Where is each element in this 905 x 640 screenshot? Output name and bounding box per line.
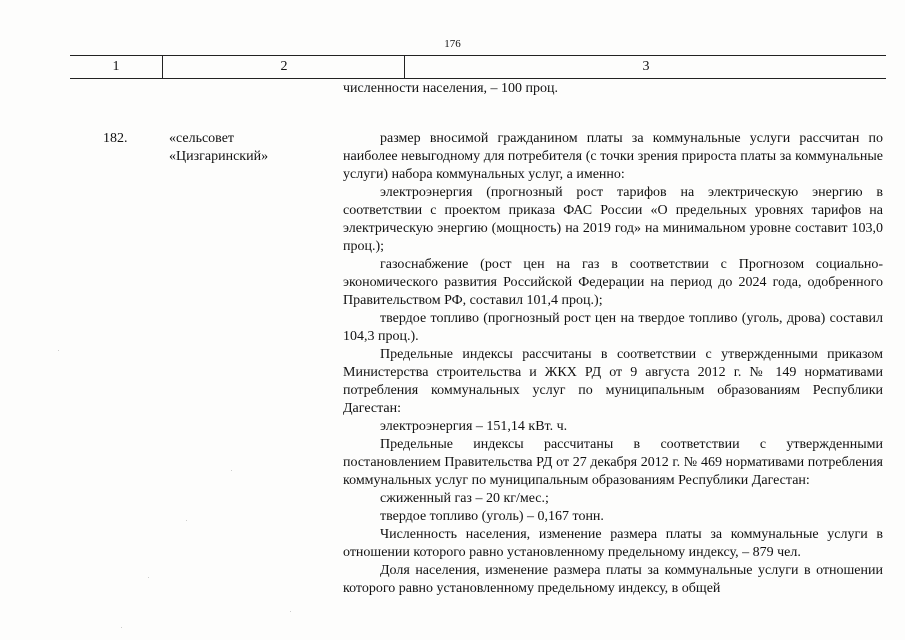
paragraph: твердое топливо (уголь) – 0,167 тонн. [380, 509, 604, 524]
page-number: 176 [444, 38, 461, 50]
continuation-text: численности населения, – 100 проц. [343, 81, 559, 96]
scan-speck [121, 627, 122, 628]
scan-speck [231, 470, 232, 471]
municipality-name-line-1: «сельсовет [169, 131, 235, 146]
paragraph: Доля населения, изменение размера платы за коммунальные услуги в отношении которого равно установленному предельному индексу, в общей [343, 563, 883, 596]
scan-speck [148, 577, 149, 578]
scan-speck [290, 611, 291, 612]
column-header-row [70, 55, 886, 79]
municipality-name-line-2: «Цизгаринский» [169, 149, 269, 164]
paragraph: размер вносимой гражданином платы за коммунальные услуги рассчитан по наиболее невыгодному для потребителя (с точки зрения прироста платы за коммунальные услуги) набора коммунальных услуг, а именно: [343, 131, 883, 182]
column-header-1: 1 [112, 59, 120, 74]
paragraph: электроэнергия (прогнозный рост тарифов на электрическую энергию в соответствии с проектом приказа ФАС России «О предельных уровнях тарифов на электрическую энергию (мощность) на 2019 год» на минимальном уровне составит 103,0 проц.); [343, 185, 883, 254]
scan-speck [186, 520, 187, 521]
row-content [343, 130, 883, 598]
paragraph: сжиженный газ – 20 кг/мес.; [380, 491, 549, 506]
column-header-3: 3 [404, 56, 887, 78]
paragraph: твердое топливо (прогнозный рост цен на твердое топливо (уголь, дрова) составил 104,3 проц.). [343, 311, 883, 344]
paragraph: газоснабжение (рост цен на газ в соответствии с Прогнозом социально-экономического развития Российской Федерации на период до 2024 года, одобренного Правительством РФ, составил 101,4 проц.); [343, 257, 883, 308]
paragraph: Предельные индексы рассчитаны в соответствии с утвержденными приказом Министерства строительства и ЖКХ РД от 9 августа 2012 г. № 149 нормативами потребления коммунальных услуг по муниципальным образованиям Республики Дагестан: [343, 347, 883, 416]
column-header-2: 2 [162, 56, 405, 78]
paragraph: Предельные индексы рассчитаны в соответствии с утвержденными постановлением Правительства РД от 27 декабря 2012 г. № 469 нормативами потребления коммунальных услуг по муниципальным образованиям Республики Дагестан: [343, 437, 883, 488]
paragraph: Численность населения, изменение размера платы за коммунальные услуги в отношении которого равно установленному предельному индексу, – 879 чел. [343, 527, 883, 560]
row-number: 182. [103, 131, 128, 146]
paragraph: электроэнергия – 151,14 кВт. ч. [380, 419, 568, 434]
municipality-name [169, 130, 268, 166]
scan-speck [58, 350, 59, 351]
